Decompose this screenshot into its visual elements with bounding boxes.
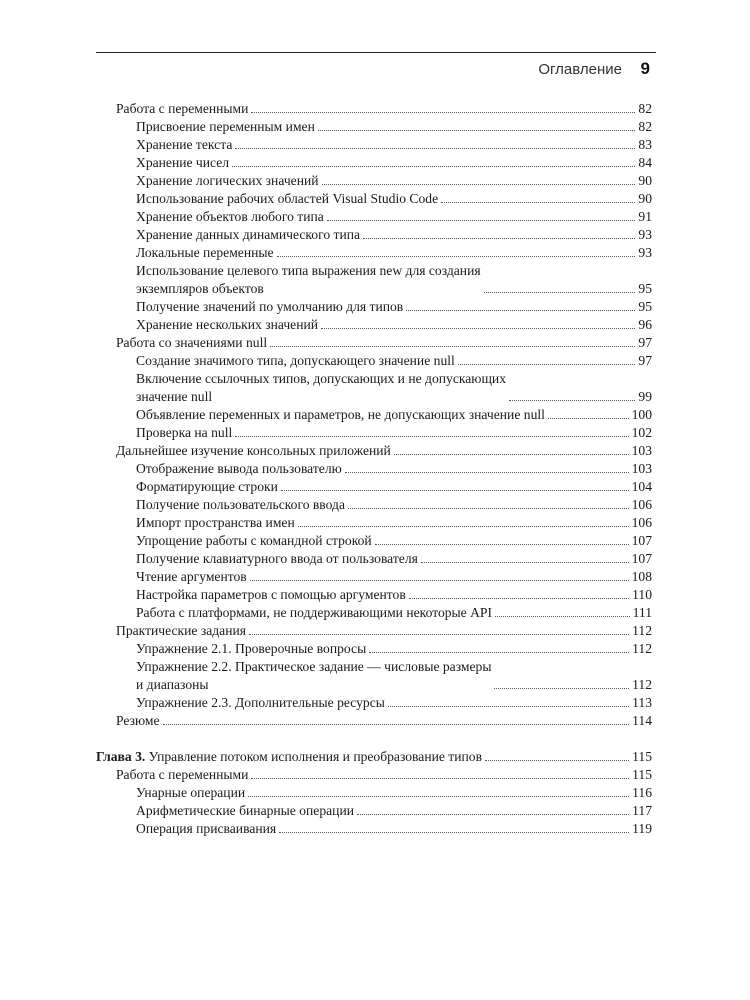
leader-dots <box>318 130 636 131</box>
toc-entry-page: 114 <box>632 713 652 728</box>
toc-entry-page: 112 <box>632 623 652 638</box>
leader-dots <box>277 256 636 257</box>
toc-chapter-3[interactable] <box>96 748 652 766</box>
leader-dots <box>235 148 635 149</box>
leader-dots <box>484 292 636 293</box>
leader-dots <box>322 184 636 185</box>
toc-entry-page: 115 <box>632 749 652 764</box>
toc-entry-page: 93 <box>638 245 652 260</box>
toc-entry-title: Локальные переменные <box>136 245 274 260</box>
toc-entry-title: Включение ссылочных типов, допускающих и не допускающих значение null <box>136 371 506 404</box>
toc-subsection-entry[interactable] <box>96 820 652 838</box>
toc-entry-title: Работа с переменными <box>116 101 249 116</box>
toc-section-entry[interactable] <box>96 442 652 460</box>
leader-dots <box>485 760 629 761</box>
toc-entry-title: Работа со значениями null <box>116 335 268 350</box>
toc-entry-title: Использование рабочих областей Visual Studio Code <box>136 191 439 206</box>
toc-subsection-entry[interactable] <box>96 496 652 514</box>
toc-entry-page: 106 <box>631 515 652 530</box>
toc-entry-page: 90 <box>638 191 652 206</box>
toc-entry-title: Создание значимого типа, допускающего значение null <box>136 353 455 368</box>
toc-subsection-entry[interactable] <box>96 478 652 496</box>
toc-entry-page: 95 <box>638 281 652 296</box>
toc-subsection-entry[interactable] <box>96 514 652 532</box>
toc-subsection-entry[interactable] <box>96 118 652 136</box>
toc-entry-page: 82 <box>638 101 652 116</box>
toc-section-entry[interactable] <box>96 712 652 730</box>
leader-dots <box>494 688 629 689</box>
toc-entry-title: Хранение объектов любого типа <box>136 209 324 224</box>
toc-entry-title: Практические задания <box>116 623 246 638</box>
leader-dots <box>298 526 629 527</box>
toc-entry-page: 115 <box>632 767 652 782</box>
toc-entry-page: 102 <box>631 425 652 440</box>
toc-entry-title: Арифметические бинарные операции <box>136 803 354 818</box>
toc-entry-title: Унарные операции <box>136 785 246 800</box>
leader-dots <box>495 616 630 617</box>
toc-entry-title: Получение пользовательского ввода <box>136 497 345 512</box>
toc-subsection-entry[interactable] <box>96 154 652 172</box>
toc-entry-title: Форматирующие строки <box>136 479 278 494</box>
toc-entry-page: 93 <box>638 227 652 242</box>
toc-subsection-entry[interactable] <box>96 316 652 334</box>
toc-entry-page: 103 <box>631 461 652 476</box>
leader-dots <box>250 580 629 581</box>
leader-dots <box>458 364 636 365</box>
chapter-title: Управление потоком исполнения и преобразование типов <box>145 749 483 764</box>
toc-entry-page: 97 <box>638 335 652 350</box>
toc-entry-title: Получение значений по умолчанию для типов <box>136 299 404 314</box>
toc-entry-title: Хранение данных динамического типа <box>136 227 361 242</box>
leader-dots <box>394 454 629 455</box>
leader-dots <box>369 652 629 653</box>
toc-entry-page: 117 <box>632 803 652 818</box>
toc-subsection-entry[interactable] <box>96 226 652 244</box>
toc-entry-title: Хранение чисел <box>136 155 230 170</box>
toc-subsection-entry[interactable] <box>96 694 652 712</box>
leader-dots <box>409 598 629 599</box>
toc-entry-title: Чтение аргументов <box>136 569 247 584</box>
toc-entry-title: Операция присваивания <box>136 821 277 836</box>
toc-entry-page: 104 <box>631 479 652 494</box>
toc-entry-title: Присвоение переменным имен <box>136 119 315 134</box>
toc-entry-page: 113 <box>632 695 652 710</box>
toc-entry-title: Хранение текста <box>136 137 233 152</box>
toc-section-entry[interactable] <box>96 766 652 784</box>
toc-entry-page: 119 <box>632 821 652 836</box>
toc-entry-page: 99 <box>638 389 652 404</box>
toc-subsection-entry[interactable] <box>96 370 652 406</box>
toc-entry-title: Упрощение работы с командной строкой <box>136 533 372 548</box>
toc-entry-page: 106 <box>631 497 652 512</box>
toc-entry-page: 82 <box>638 119 652 134</box>
toc-subsection-entry[interactable] <box>96 172 652 190</box>
toc-entry-title: Использование целевого типа выражения new для создания экземпляров объектов <box>136 263 481 296</box>
leader-dots <box>388 706 629 707</box>
toc-section-chapter-2 <box>96 100 652 730</box>
toc-entry-title: Настройка параметров с помощью аргументов <box>136 587 406 602</box>
toc-entry-title: Отображение вывода пользователю <box>136 461 342 476</box>
page-number: 9 <box>640 59 650 78</box>
toc-entry-title: Дальнейшее изучение консольных приложений <box>116 443 391 458</box>
toc-subsection-entry[interactable] <box>96 424 652 442</box>
toc-entry-page: 95 <box>638 299 652 314</box>
leader-dots <box>235 436 628 437</box>
toc-entry-page: 111 <box>632 605 652 620</box>
toc-section-chapter-3 <box>96 766 652 838</box>
toc-subsection-entry[interactable] <box>96 298 652 316</box>
toc-entry-title: Импорт пространства имен <box>136 515 295 530</box>
leader-dots <box>509 400 635 401</box>
toc-entry-title: Получение клавиатурного ввода от пользователя <box>136 551 418 566</box>
toc-entry-title: Резюме <box>116 713 160 728</box>
toc-entry-title: Хранение нескольких значений <box>136 317 319 332</box>
toc-entry-page: 90 <box>638 173 652 188</box>
leader-dots <box>441 202 635 203</box>
leader-dots <box>363 238 635 239</box>
toc-entry-page: 91 <box>638 209 652 224</box>
toc-subsection-entry[interactable] <box>96 568 652 586</box>
toc-section-entry[interactable] <box>96 100 652 118</box>
toc-entry-page: 108 <box>631 569 652 584</box>
toc-entry-page: 110 <box>632 587 652 602</box>
toc-entry-page: 112 <box>632 641 652 656</box>
leader-dots <box>232 166 635 167</box>
toc-entry-title: Проверка на null <box>136 425 233 440</box>
running-title: Оглавление <box>538 61 622 78</box>
toc-entry-page: 84 <box>638 155 652 170</box>
toc-entry-page: 96 <box>638 317 652 332</box>
toc-subsection-entry[interactable] <box>96 640 652 658</box>
leader-dots <box>248 796 629 797</box>
leader-dots <box>348 508 629 509</box>
page-header <box>96 52 656 81</box>
toc-subsection-entry[interactable] <box>96 550 652 568</box>
leader-dots <box>270 346 635 347</box>
toc-subsection-entry[interactable] <box>96 406 652 424</box>
toc-entry-page: 112 <box>632 677 652 692</box>
leader-dots <box>251 778 629 779</box>
toc-subsection-entry[interactable] <box>96 586 652 604</box>
leader-dots <box>249 634 629 635</box>
toc-entry-title: Упражнение 2.3. Дополнительные ресурсы <box>136 695 385 710</box>
toc-entry-title: Хранение логических значений <box>136 173 319 188</box>
toc-entry-page: 107 <box>631 533 652 548</box>
toc-entry-title: Работа с платформами, не поддерживающими некоторые API <box>136 605 493 620</box>
toc-subsection-entry[interactable] <box>96 262 652 298</box>
toc-subsection-entry[interactable] <box>96 190 652 208</box>
toc-subsection-entry[interactable] <box>96 532 652 550</box>
leader-dots <box>421 562 629 563</box>
leader-dots <box>375 544 629 545</box>
toc-entry-title: Работа с переменными <box>116 767 249 782</box>
toc-entry-title: Упражнение 2.1. Проверочные вопросы <box>136 641 367 656</box>
leader-dots <box>321 328 635 329</box>
leader-dots <box>279 832 629 833</box>
leader-dots <box>406 310 635 311</box>
toc-entry-title <box>96 748 482 766</box>
leader-dots <box>163 724 630 725</box>
leader-dots <box>281 490 629 491</box>
toc-entry-page: 103 <box>631 443 652 458</box>
toc-subsection-entry[interactable] <box>96 802 652 820</box>
toc-subsection-entry[interactable] <box>96 460 652 478</box>
toc-entry-title: Упражнение 2.2. Практическое задание — числовые размеры и диапазоны <box>136 659 492 692</box>
toc-subsection-entry[interactable] <box>96 784 652 802</box>
toc-section-entry[interactable] <box>96 334 652 352</box>
toc-subsection-entry[interactable] <box>96 208 652 226</box>
toc-entry-page: 100 <box>631 407 652 422</box>
toc-entry-title: Объявление переменных и параметров, не допускающих значение null <box>136 407 545 422</box>
leader-dots <box>327 220 636 221</box>
leader-dots <box>345 472 629 473</box>
leader-dots <box>357 814 629 815</box>
leader-dots <box>548 418 629 419</box>
table-of-contents <box>96 100 652 838</box>
chapter-label: Глава 3. <box>96 749 146 764</box>
toc-entry-page: 107 <box>631 551 652 566</box>
leader-dots <box>251 112 635 113</box>
toc-subsection-entry[interactable] <box>96 658 652 694</box>
toc-subsection-entry[interactable] <box>96 604 652 622</box>
toc-entry-page: 97 <box>638 353 652 368</box>
toc-subsection-entry[interactable] <box>96 244 652 262</box>
toc-entry-page: 116 <box>632 785 652 800</box>
toc-subsection-entry[interactable] <box>96 136 652 154</box>
toc-subsection-entry[interactable] <box>96 352 652 370</box>
toc-entry-page: 83 <box>638 137 652 152</box>
toc-section-entry[interactable] <box>96 622 652 640</box>
